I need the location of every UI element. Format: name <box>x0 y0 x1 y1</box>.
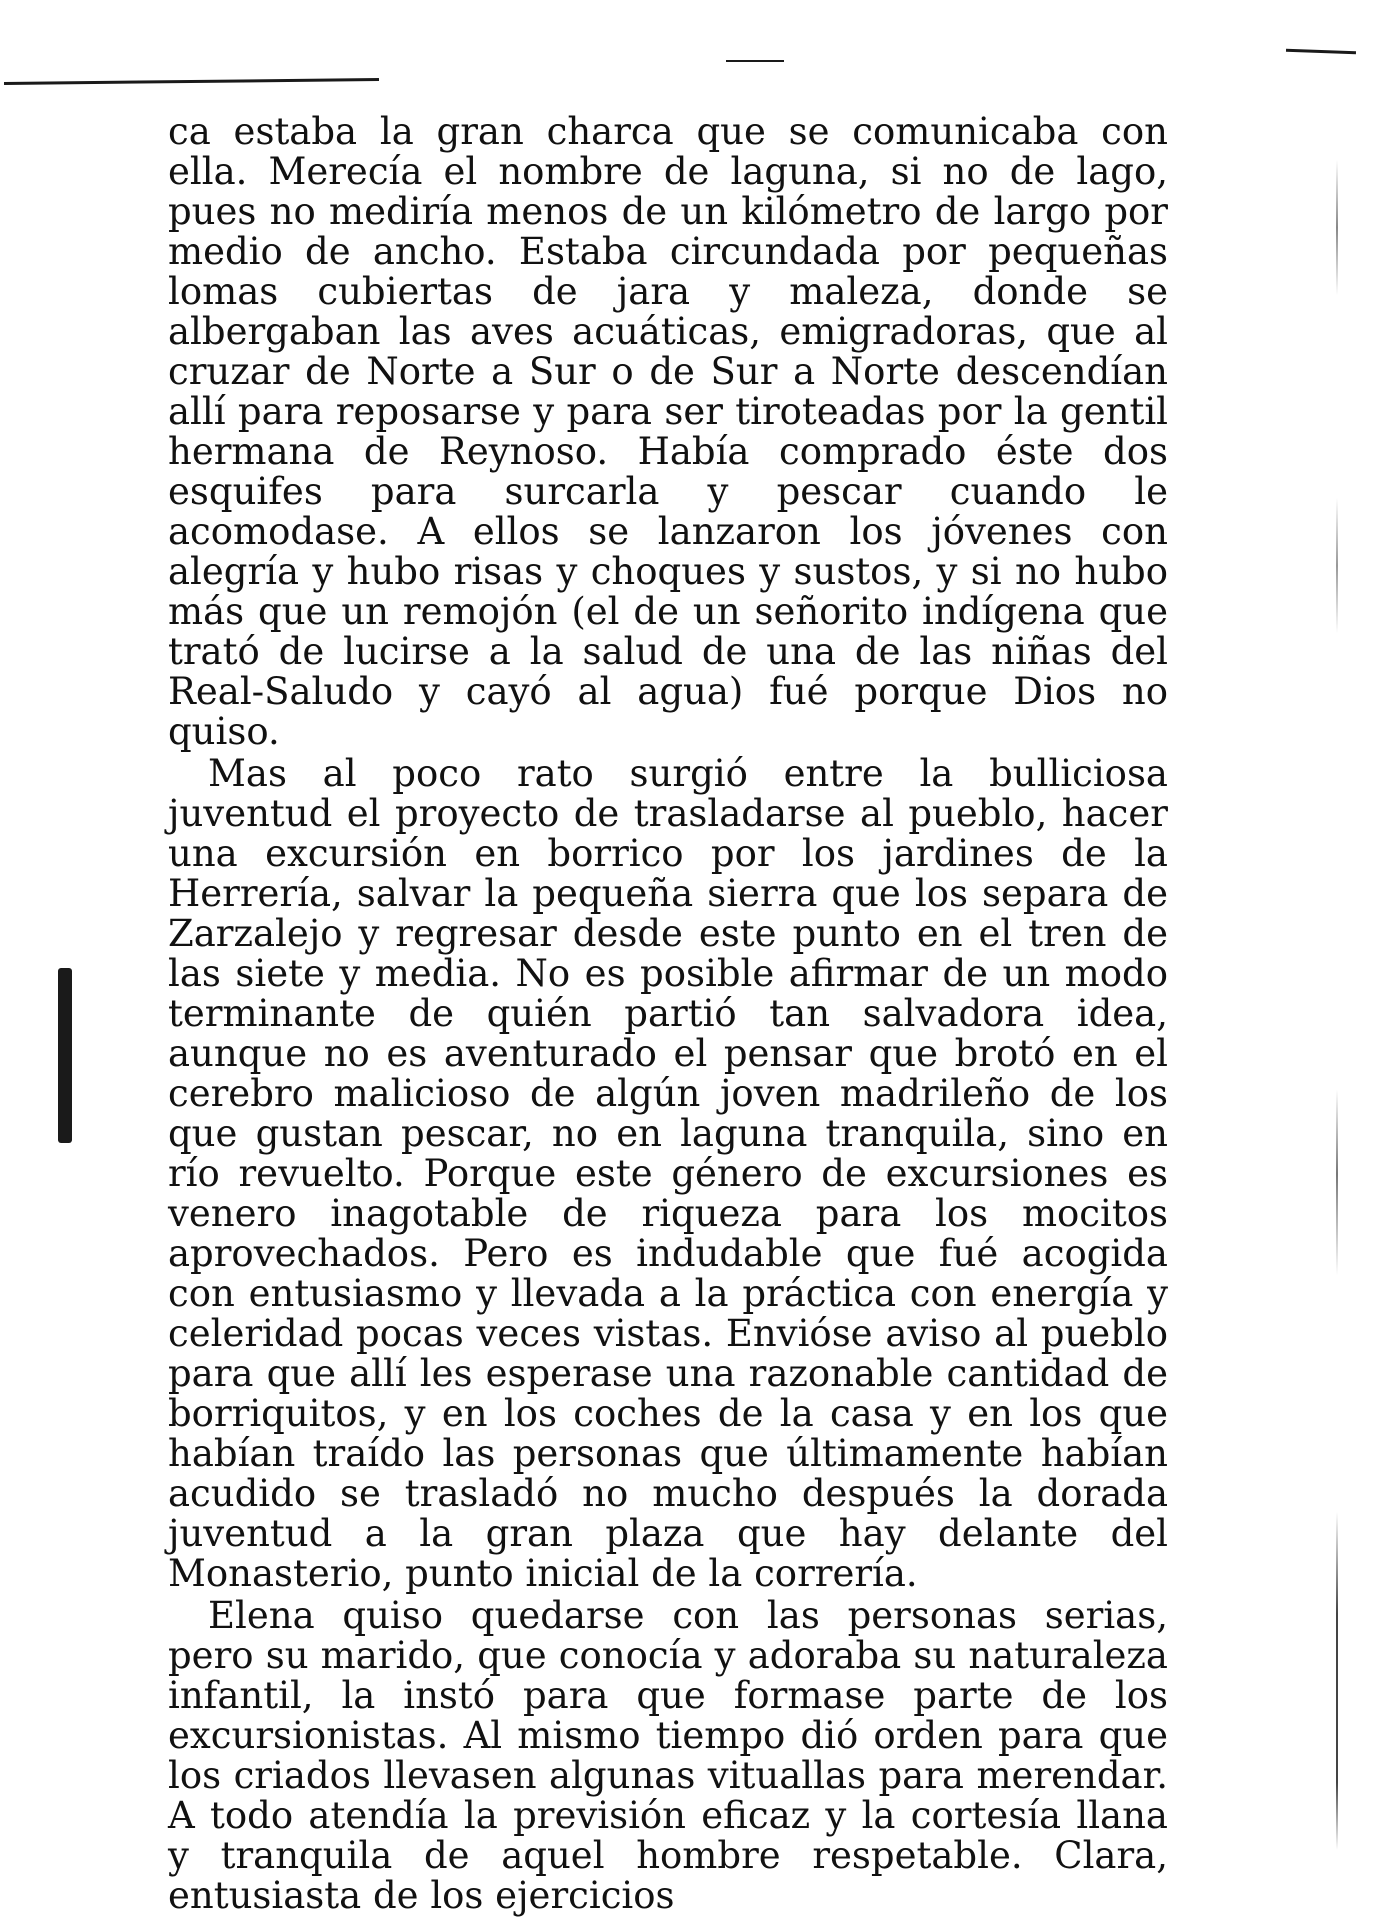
paragraph-continuation: ca estaba la gran charca que se comunicaba con ella. Merecía el nombre de laguna, si no de lago, pues no mediría menos de un kilómetro de largo por medio de ancho. Estaba circundada por pequeñas lomas cubiertas de jara y maleza, donde se albergaban las aves acuáticas, emigradoras, que al cruzar de Norte a Sur o de Sur a Norte descendían allí para reposarse y para ser tiroteadas por la gentil hermana de Reynoso. Había comprado éste dos esquifes para surcarla y pescar cuando le acomodase. A ellos se lanzaron los jóvenes con alegría y hubo risas y choques y sustos, y si no hubo más que un remojón (el de un señorito indígena que trató de lucirse a la salud de una de las niñas del Real-Saludo y cayó al agua) fué porque Dios no quiso. <box>168 110 1168 753</box>
scan-artifact-rule-right <box>1286 49 1356 54</box>
scan-artifact-rule <box>4 78 379 85</box>
paragraph: Mas al poco rato surgió entre la bulliciosa juventud el proyecto de trasladarse al pueblo, hacer una excursión en borrico por los jardines de la Herrería, salvar la pequeña sierra que los separa de Zarzalejo y regresar desde este punto en el tren de las siete y media. No es posible afirmar de un modo terminante de quién partió tan salvadora idea, aunque no es aventurado el pensar que brotó en el cerebro malicioso de algún joven madrileño de los que gustan pescar, no en laguna tranquila, sino en río revuelto. Porque este género de excursiones es venero inagotable de riqueza para los mocitos aprovechados. Pero es indudable que fué acogida con entusiasmo y llevada a la práctica con energía y celeridad pocas veces vistas. Envióse aviso al pueblo para que allí les esperase una razonable cantidad de borriquitos, y en los coches de la casa y en los que habían traído las personas que últimamente habían acudido se trasladó no mucho después la dorada juventud a la gran plaza que hay delante del Monasterio, punto inicial de la correría. <box>168 752 1168 1595</box>
body-text <box>168 112 1168 1916</box>
scan-artifact-dash <box>726 60 784 62</box>
scan-artifact-margin-mark <box>58 968 72 1143</box>
paragraph: Elena quiso quedarse con las personas serias, pero su marido, que conocía y adoraba su naturaleza infantil, la instó para que formase parte de los excursionistas. Al mismo tiempo dió orden para que los criados llevasen algunas vituallas para merendar. A todo atendía la previsión eficaz y la cortesía llana y tranquila de aquel hombre respetable. Clara, entusiasta de los ejercicios <box>168 1594 1168 1917</box>
scan-artifact-page-edge <box>1336 160 1338 1850</box>
